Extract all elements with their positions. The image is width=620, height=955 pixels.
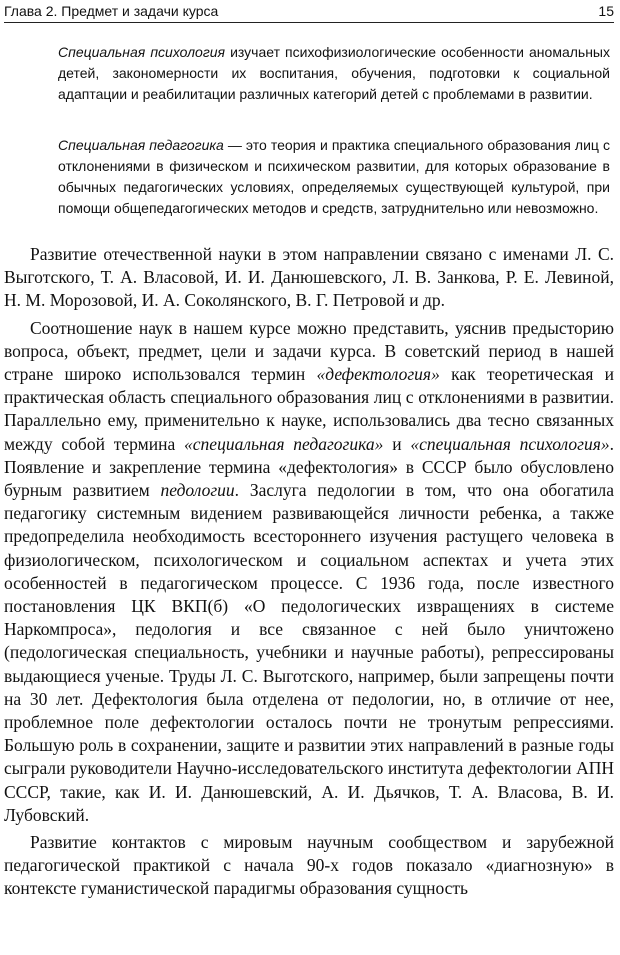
- paragraph-history: [4, 317, 614, 827]
- paragraph-contacts: Развитие контактов с мировым научным сообществом и зарубежной педагогической практикой с начала 90-х годов показало «диагнозную» в контексте гуманистической парадигмы образования сущность: [4, 832, 614, 899]
- paragraph-scientists: Развитие отечественной науки в этом направлении связано с именами Л. С. Выготского, Т. А. Власовой, И. И. Данюшевского, Л. В. Занкова, Р. Е. Левиной, Н. М. Морозовой, И. А. Соколянского, В. Г. Петровой и др.: [4, 244, 614, 311]
- definition-special-pedagogy: [58, 135, 610, 219]
- text-segment: Соотношение наук в нашем курсе можно представить, уяснив предысторию вопроса, объект, предмет, цели и задачи курса. В советский период в нашей стране широко использовался термин: [4, 317, 614, 385]
- text-segment: . Появление и закрепление термина «дефектология» в СССР было обусловлено бурным развитием: [4, 433, 614, 501]
- term-pedology: педологии: [160, 480, 235, 501]
- text-segment: как теоретическая и практическая область специального образования лиц с отклонениями в развитии. Параллельно ему, применительно к науке, использовались два тесно связанных между собой термина: [4, 364, 614, 454]
- definition-term: Специальная педагогика: [58, 137, 224, 153]
- definition-text: изучает психофизиологические особенности аномальных детей, закономерности их воспитания, обучения, подготовки к социальной адаптации и реабилитации различных категорий детей с проблемами в развитии.: [58, 44, 610, 102]
- definition-special-psychology: [58, 42, 610, 105]
- page-number: 15: [598, 3, 614, 19]
- body-text: [4, 243, 614, 905]
- text-segment: . Заслуга педологии в том, что она обогатила педагогику системным видением развивающейся личности ребенка, а также предопределила необходимость всестороннего изучения растущего человека в физиологическом, психологическом и социальном аспектах и учета этих особенностей в педагогическом процессе. С 1936 года, после известного постановления ЦК ВКП(б) «О педологических извращениях в системе Наркомпроса», педология и все связанное с ней было уничтожено (педологическая специальность, учебники и научные работы), репрессированы выдающиеся ученые. Труды Л. С. Выготского, например, были запрещены почти на 30 лет. Дефектология была отделена от педологии, но, в отличие от нее, проблемное поле дефектологии осталось почти не тронутым репрессиями. Большую роль в сохранении, защите и развитии этих направлений в разные годы сыграли руководители Научно-исследовательского института дефектологии АПН СССР, такие, как И. И. Данюшевский, А. И. Дьячков, Т. А. Власова, В. И. Лубовский.: [4, 480, 614, 825]
- term-special-psychology: «специальная психология»: [410, 433, 610, 454]
- running-header: [4, 2, 614, 23]
- text-segment: и: [383, 433, 411, 454]
- term-defectology: «дефектология»: [316, 364, 440, 385]
- term-special-pedagogy: «специальная педагогика»: [184, 433, 384, 454]
- definition-term: Специальная психология: [58, 44, 225, 60]
- chapter-title: Глава 2. Предмет и задачи курса: [4, 3, 219, 19]
- definition-text: — это теория и практика специального образования лиц с отклонениями в физическом и психическом развитии, для которых образование в обычных педагогических условиях, определяемых существующей культурой, при помощи общепедагогических методов и средств, затруднительно или невозможно.: [58, 137, 610, 216]
